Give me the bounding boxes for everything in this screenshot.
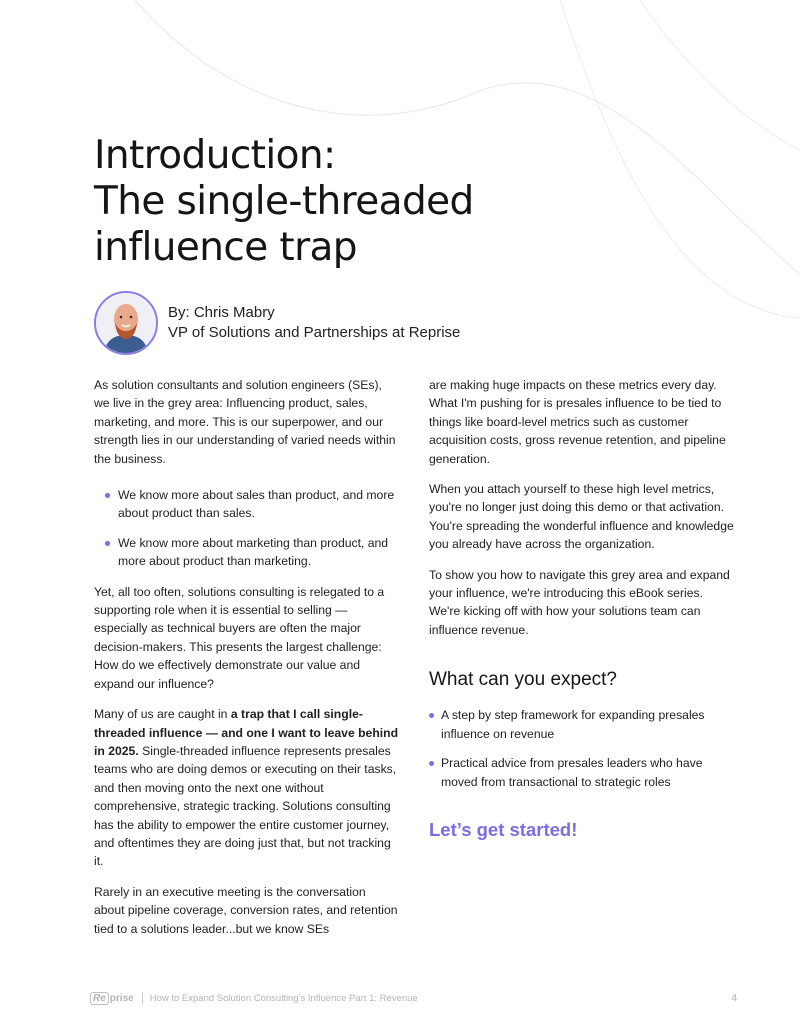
title-line-3: influence trap (94, 225, 357, 270)
list-item: We know more about marketing than product, and more about product than marketing. (94, 534, 399, 571)
author-portrait-icon (96, 293, 156, 353)
page-number: 4 (731, 992, 737, 1004)
section-subheading: What can you expect? (429, 669, 617, 691)
author-role: VP of Solutions and Partnerships at Reprise (168, 324, 461, 341)
author-byline: By: Chris Mabry (168, 304, 275, 321)
footer-text: How to Expand Solution Consulting's Influence Part 1: Revenue (149, 992, 418, 1004)
logo-re: Re (90, 992, 109, 1005)
list-item: A step by step framework for expanding presales influence on revenue (429, 706, 734, 743)
reprise-logo (90, 992, 134, 1005)
right-bullet-list (429, 706, 734, 791)
left-bullet-list (94, 486, 399, 571)
right-paragraph-2: When you attach yourself to these high level metrics, you're no longer just doing this demo or that activation. You're spreading the wonderful influence and knowledge you already have across the organization. (429, 482, 734, 552)
left-paragraph-2: Yet, all too often, solutions consulting is relegated to a supporting role when it is essential to selling — especially as technical buyers are often the major decision-makers. This presents the largest challenge: How do we effectively demonstrate our value and expand our influence? (94, 584, 385, 691)
left-paragraph-1: As solution consultants and solution engineers (SEs), we live in the grey area: Influencing product, sales, marketing, and more. This is our superpower, and our strength lies in our understanding of varied needs within the business. (94, 378, 396, 466)
left-paragraph-3 (94, 705, 399, 871)
left-paragraph-3-bold: a trap that I call single-threaded influence — and one I want to leave behind in 2025. (94, 707, 399, 758)
page-footer (90, 990, 737, 1006)
logo-rest: prise (109, 992, 134, 1004)
cta-heading: Let’s get started! (429, 818, 578, 840)
author-avatar (94, 291, 158, 355)
author-block (94, 291, 460, 355)
title-line-2: The single-threaded (94, 179, 474, 224)
title-line-1: Introduction: (94, 133, 336, 178)
left-paragraph-3-end: Single-threaded influence represents presales teams who are doing demos or executing on their tasks, and then moving onto the next one without comprehensive, strategic tracking. Solutions consulting has the ability to empower the entire customer journey, and oftentimes they are doing just that, but not tracking it. (94, 743, 397, 869)
list-item: Practical advice from presales leaders who have moved from transactional to strategic roles (429, 754, 734, 791)
author-text (168, 303, 460, 343)
left-paragraph-3-start: Many of us are caught in (94, 707, 231, 722)
right-column (429, 376, 734, 842)
left-column (94, 376, 399, 950)
left-paragraph-4: Rarely in an executive meeting is the conversation about pipeline coverage, conversion rates, and retention tied to a solutions leader...but we know SEs (94, 884, 398, 936)
footer-divider (142, 992, 143, 1004)
page-title (94, 133, 614, 271)
right-paragraph-1: are making huge impacts on these metrics every day. What I'm pushing for is presales influence to be tied to things like board-level metrics such as customer acquisition costs, gross revenue retention, and pipeline generation. (429, 378, 726, 466)
list-item: We know more about sales than product, and more about product than sales. (94, 486, 399, 523)
right-paragraph-3: To show you how to navigate this grey area and expand your influence, we're introducing this eBook series. We're kicking off with how your solutions team can influence revenue. (429, 567, 730, 637)
